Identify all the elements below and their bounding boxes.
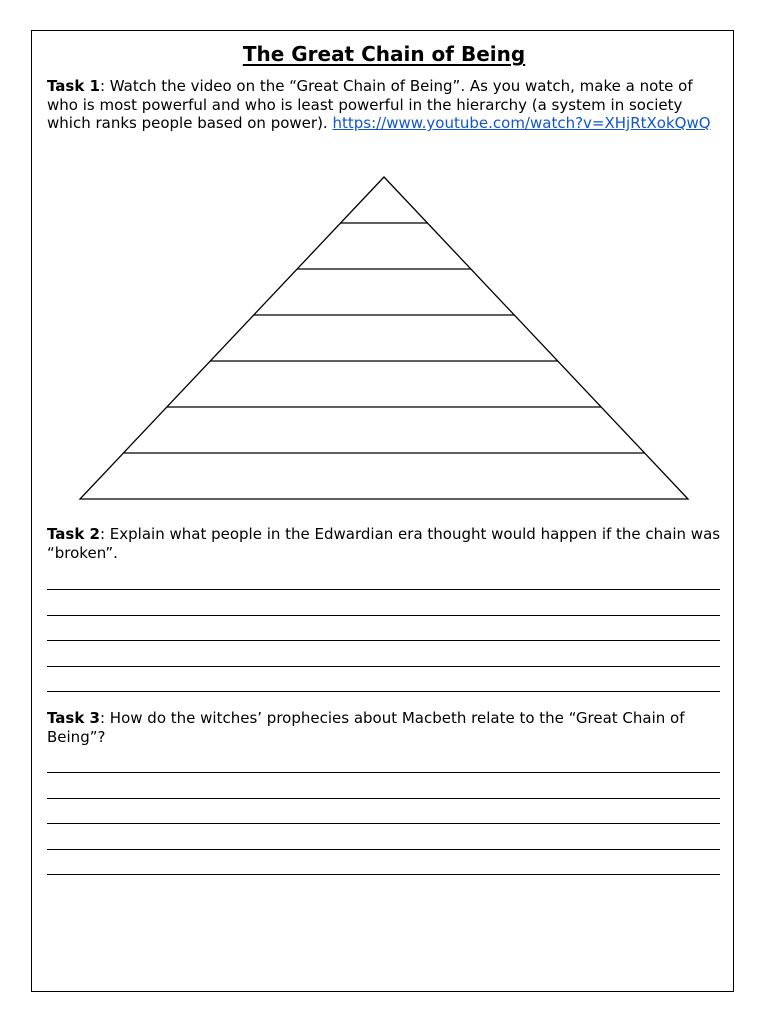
- page-title: The Great Chain of Being: [242, 42, 526, 66]
- task-3-text: : How do the witches’ prophecies about Macbeth relate to the “Great Chain of Being”?: [47, 709, 685, 746]
- pyramid-tiers: [123, 223, 644, 453]
- task-2-answer-line[interactable]: [47, 615, 720, 616]
- task-1-label: Task 1: [47, 77, 100, 95]
- task-2-answer-line[interactable]: [47, 589, 720, 590]
- task-2: [47, 525, 727, 562]
- task-3: [47, 709, 727, 746]
- task-1-text: : Watch the video on the “Great Chain of Being”. As you watch, make a note of who is most powerful and who is least powerful in the hierarchy (a system in society which ranks people based on power).: [47, 77, 693, 132]
- task-2-text: : Explain what people in the Edwardian era thought would happen if the chain was “broken”.: [47, 525, 721, 562]
- task-1: [47, 77, 727, 133]
- task-3-label: Task 3: [47, 709, 100, 727]
- pyramid-outline: [80, 177, 688, 499]
- task-2-label: Task 2: [47, 525, 100, 543]
- task-2-answer-line[interactable]: [47, 691, 720, 692]
- task-2-answer-line[interactable]: [47, 640, 720, 641]
- task-2-answer-line[interactable]: [47, 666, 720, 667]
- task-3-answer-line[interactable]: [47, 798, 720, 799]
- task-3-answer-line[interactable]: [47, 772, 720, 773]
- hierarchy-pyramid: [78, 175, 692, 503]
- task-3-answer-line[interactable]: [47, 823, 720, 824]
- task-3-answer-line[interactable]: [47, 849, 720, 850]
- video-link[interactable]: https://www.youtube.com/watch?v=XHjRtXokQwQ: [332, 114, 711, 132]
- task-3-answer-line[interactable]: [47, 874, 720, 875]
